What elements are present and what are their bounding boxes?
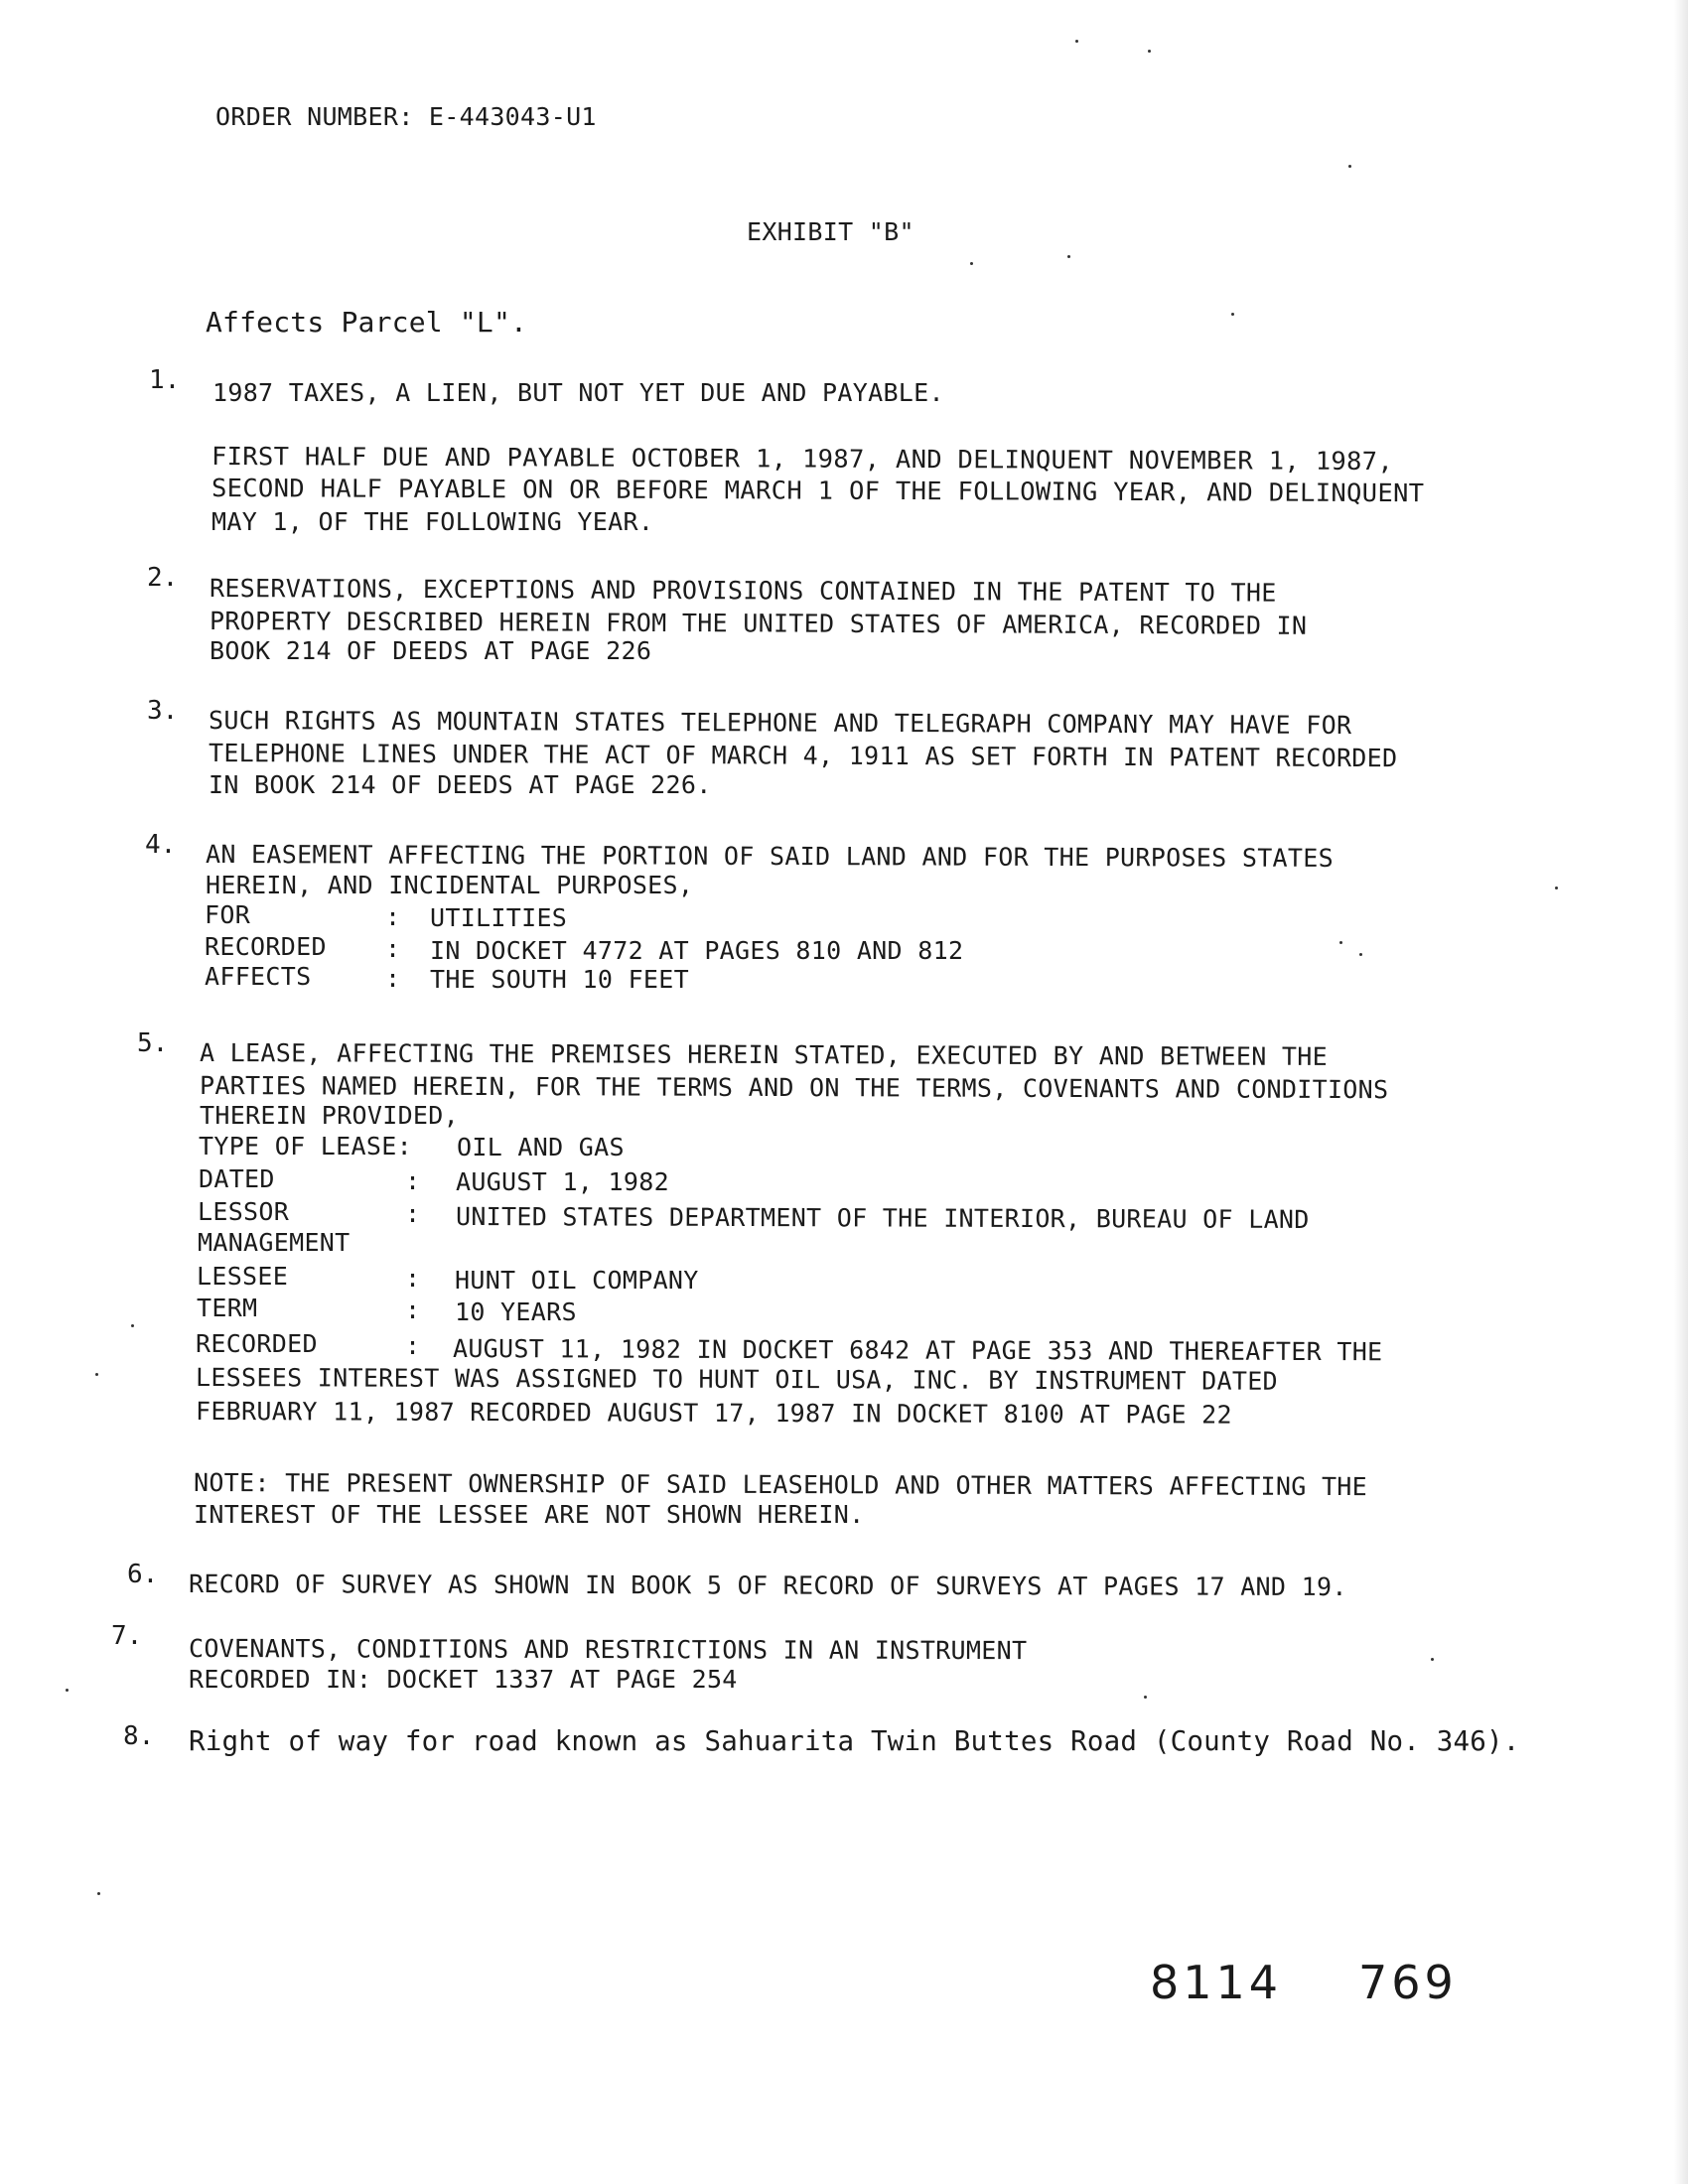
item-line: TELEPHONE LINES UNDER THE ACT OF MARCH 4, 1911 AS SET FORTH IN PATENT RECORDED [208,739,1398,773]
item-line: PROPERTY DESCRIBED HEREIN FROM THE UNITED STATES OF AMERICA, RECORDED IN [209,607,1308,640]
field-sep: : [385,902,401,931]
scan-speck [1075,40,1078,43]
field-label: TERM [197,1294,258,1322]
item-number: 8. [123,1721,155,1751]
type-of-lease-label: TYPE OF LEASE: [199,1132,412,1160]
item-line: AN EASEMENT AFFECTING THE PORTION OF SAID LAND AND FOR THE PURPOSES STATES [205,840,1335,873]
field-value: 10 YEARS [455,1297,577,1326]
field-label: LESSEE [197,1262,289,1291]
item-line: RECORDED IN: DOCKET 1337 AT PAGE 254 [189,1665,738,1694]
scan-speck [95,1373,98,1376]
item-line: RESERVATIONS, EXCEPTIONS AND PROVISIONS CONTAINED IN THE PATENT TO THE [209,574,1277,608]
item-line: SECOND HALF PAYABLE ON OR BEFORE MARCH 1 OF THE FOLLOWING YEAR, AND DELINQUENT [211,474,1425,508]
item-number: 1. [149,365,181,395]
item-line: PARTIES NAMED HEREIN, FOR THE TERMS AND ON THE TERMS, COVENANTS AND CONDITIONS [199,1071,1389,1105]
item-line: HEREIN, AND INCIDENTAL PURPOSES, [206,871,694,899]
item-line: SUCH RIGHTS AS MOUNTAIN STATES TELEPHONE AND TELEGRAPH COMPANY MAY HAVE FOR [208,706,1352,741]
scan-speck [1348,165,1351,168]
field-value: THE SOUTH 10 FEET [430,965,689,994]
item-number: 2. [147,563,179,593]
note-line: NOTE: THE PRESENT OWNERSHIP OF SAID LEASEHOLD AND OTHER MATTERS AFFECTING THE [193,1468,1368,1502]
item-number: 6. [127,1560,159,1589]
field-label: AFFECTS [205,962,312,991]
scan-speck [66,1689,69,1692]
note-line: INTEREST OF THE LESSEE ARE NOT SHOWN HEREIN. [194,1500,865,1529]
field-value: AUGUST 11, 1982 IN DOCKET 6842 AT PAGE 353 AND THEREAFTER THE [452,1334,1383,1367]
item-line: COVENANTS, CONDITIONS AND RESTRICTIONS IN AN INSTRUMENT [188,1634,1028,1666]
field-sep: : [405,1166,421,1195]
field-label: RECORDED [205,932,327,961]
field-sep: : [385,934,401,963]
field-value: UTILITIES [430,903,568,932]
item-line: LESSEES INTEREST WAS ASSIGNED TO HUNT OIL USA, INC. BY INSTRUMENT DATED [195,1363,1278,1396]
scan-speck [131,1324,134,1327]
type-of-lease-value: OIL AND GAS [457,1133,625,1161]
scan-speck [1431,1658,1434,1661]
field-value: AUGUST 1, 1982 [456,1167,669,1196]
field-sep: : [405,1296,421,1324]
scan-speck [1144,1696,1147,1699]
docket-number: 8114 [1150,1956,1283,2009]
scan-speck [1067,255,1070,258]
field-label: RECORDED [196,1329,318,1358]
scan-speck [1339,941,1342,944]
scan-speck [1555,887,1558,889]
field-label: FOR [205,900,251,929]
scan-speck [1359,953,1362,956]
item-number: 5. [137,1028,169,1058]
field-label: LESSOR [198,1197,290,1226]
item-number: 7. [111,1621,143,1651]
field-label: DATED [199,1164,275,1193]
scan-edge [1674,0,1688,2184]
field-sep: : [405,1264,421,1293]
field-sep: : [405,1199,421,1228]
scan-speck [1231,313,1234,316]
item-line: BOOK 214 OF DEEDS AT PAGE 226 [210,636,652,665]
order-number: ORDER NUMBER: E-443043-U1 [215,102,597,131]
page-number: 769 [1358,1956,1458,2009]
scan-speck [97,1892,100,1895]
field-value: IN DOCKET 4772 AT PAGES 810 AND 812 [430,936,964,965]
field-sep: : [405,1331,421,1360]
field-value: UNITED STATES DEPARTMENT OF THE INTERIOR, BUREAU OF LAND [455,1202,1310,1235]
item-line: Right of way for road known as Sahuarita Twin Buttes Road (County Road No. 346). [189,1725,1520,1757]
item-line: THEREIN PROVIDED, [200,1101,459,1130]
scan-speck [1148,50,1151,53]
item-number: 3. [147,696,179,726]
item-line: RECORD OF SURVEY AS SHOWN IN BOOK 5 OF RECORD OF SURVEYS AT PAGES 17 AND 19. [188,1570,1347,1602]
item-number: 4. [145,830,177,860]
item-line: FIRST HALF DUE AND PAYABLE OCTOBER 1, 1987, AND DELINQUENT NOVEMBER 1, 1987, [211,442,1394,477]
item-line: A LEASE, AFFECTING THE PREMISES HEREIN STATED, EXECUTED BY AND BETWEEN THE [199,1038,1329,1071]
item-line: FEBRUARY 11, 1987 RECORDED AUGUST 17, 1987 IN DOCKET 8100 AT PAGE 22 [195,1397,1232,1430]
field-label: MANAGEMENT [198,1228,351,1257]
field-sep: : [385,964,401,993]
affects-parcel: Affects Parcel "L". [206,306,528,339]
item-line: 1987 TAXES, A LIEN, BUT NOT YET DUE AND PAYABLE. [212,378,944,407]
field-value: HUNT OIL COMPANY [455,1266,699,1295]
exhibit-title: EXHIBIT "B" [747,217,914,246]
scan-speck [970,262,973,265]
item-line: MAY 1, OF THE FOLLOWING YEAR. [211,507,654,536]
item-line: IN BOOK 214 OF DEEDS AT PAGE 226. [209,770,712,799]
